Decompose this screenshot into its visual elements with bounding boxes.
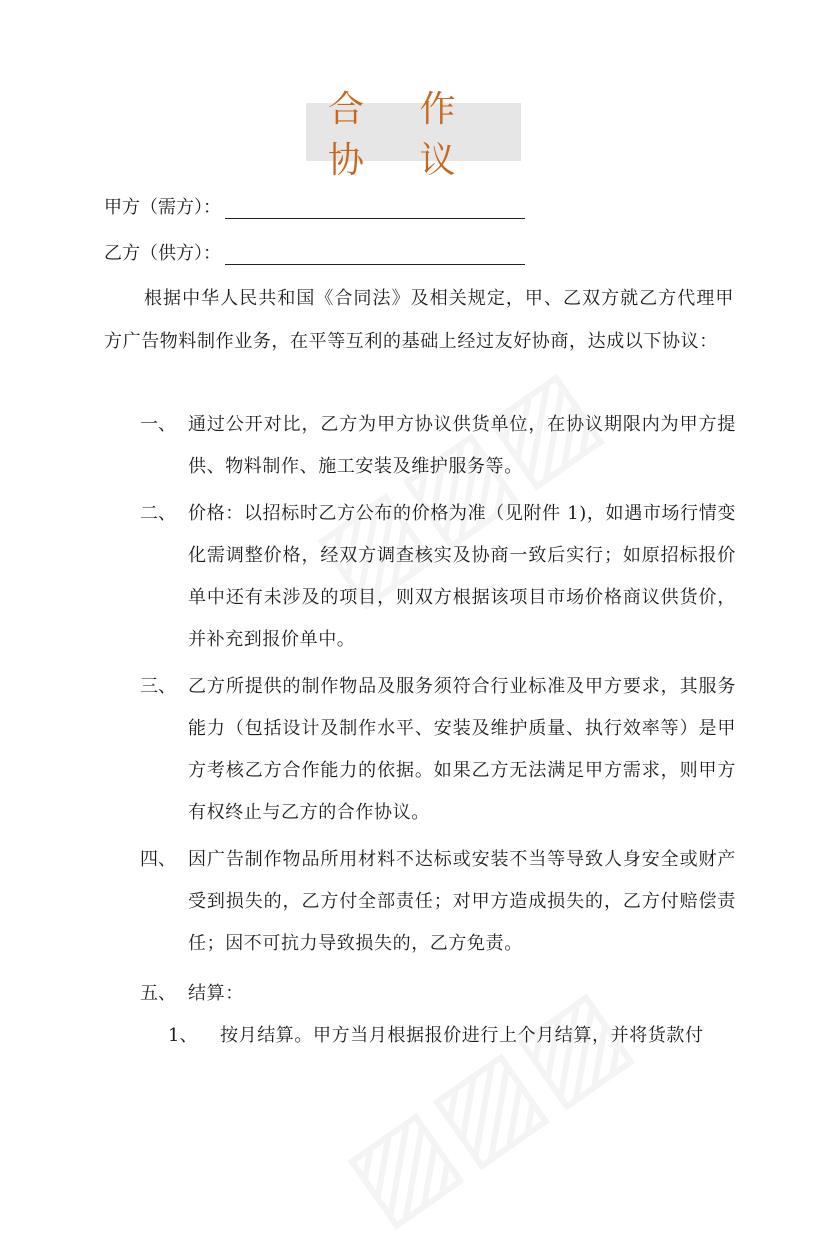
subclause-1 bbox=[168, 1015, 748, 1057]
party-a-field bbox=[104, 193, 525, 219]
party-a-blank-line[interactable] bbox=[225, 198, 525, 219]
clause-1 bbox=[140, 404, 740, 488]
clause-number: 二、 bbox=[140, 503, 176, 524]
clause-text: 价格：以招标时乙方公布的价格为准（见附件 1)，如遇市场行情变化需调整价格，经双方调查核实及协商一致后实行；如原招标报价单中还有未涉及的项目，则双方根据该项目市场价格商议供货价，并补充到报价单中。 bbox=[188, 503, 736, 650]
clause-number: 五、 bbox=[140, 983, 176, 1004]
clause-5 bbox=[140, 973, 740, 1015]
subclause-text: 按月结算。甲方当月根据报价进行上个月结算，并将货款付 bbox=[220, 1025, 704, 1046]
clause-text: 结算： bbox=[188, 983, 244, 1004]
clause-4 bbox=[140, 839, 740, 965]
party-b-label: 乙方（供方）： bbox=[104, 243, 221, 264]
party-b-field bbox=[104, 239, 525, 265]
clause-text: 乙方所提供的制作物品及服务须符合行业标准及甲方要求，其服务能力（包括设计及制作水平、安装及维护质量、执行效率等）是甲方考核乙方合作能力的依据。如果乙方无法满足甲方需求，则甲方有权终止与乙方的合作协议。 bbox=[188, 676, 736, 823]
clause-text: 因广告制作物品所用材料不达标或安装不当等导致人身安全或财产受到损失的，乙方付全部责任；对甲方造成损失的，乙方付赔偿责任；因不可抗力导致损失的，乙方免责。 bbox=[188, 849, 736, 954]
title-banner bbox=[306, 89, 521, 181]
party-b-blank-line[interactable] bbox=[225, 244, 525, 265]
clause-3 bbox=[140, 666, 740, 834]
intro-paragraph: 根据中华人民共和国《合同法》及相关规定，甲、乙双方就乙方代理甲方广告物料制作业务，在平等互利的基础上经过友好协商，达成以下协议： bbox=[104, 288, 734, 352]
clause-number: 一、 bbox=[140, 414, 176, 435]
subclause-number: 1、 bbox=[168, 1025, 198, 1046]
clause-2 bbox=[140, 493, 740, 661]
clause-number: 三、 bbox=[140, 676, 176, 697]
document-title: 合 作 协 议 bbox=[328, 89, 478, 181]
clause-number: 四、 bbox=[140, 849, 176, 870]
party-a-label: 甲方（需方）： bbox=[104, 197, 221, 218]
clause-text: 通过公开对比，乙方为甲方协议供货单位，在协议期限内为甲方提供、物料制作、施工安装及维护服务等。 bbox=[188, 414, 736, 477]
